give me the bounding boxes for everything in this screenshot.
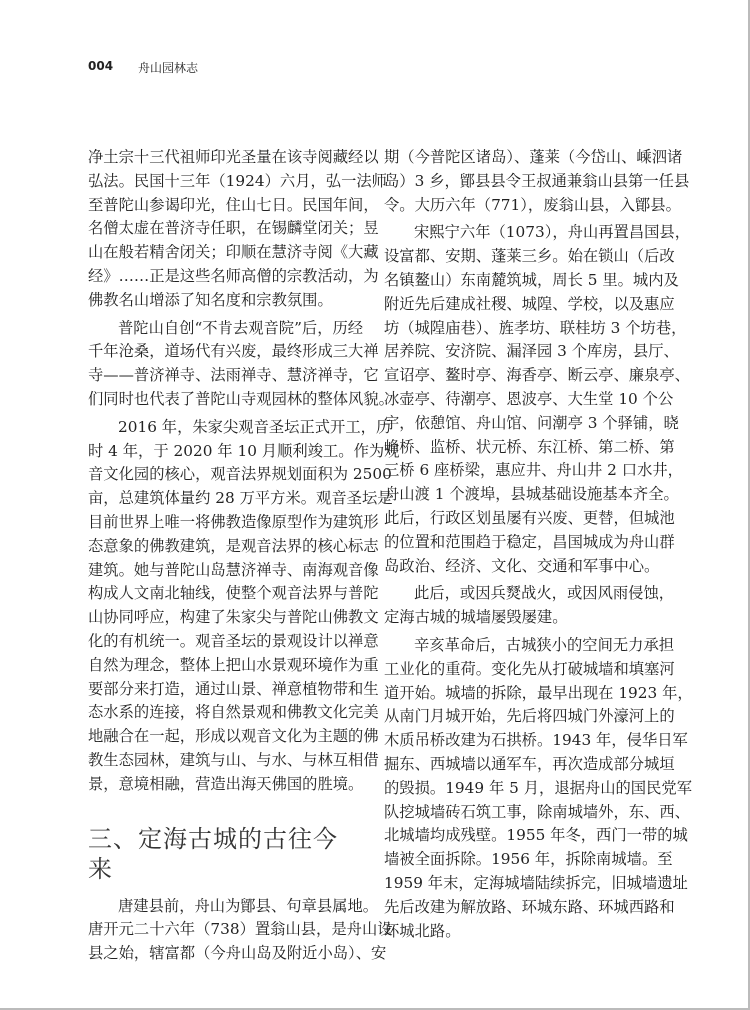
text-line: 寺——普济禅寺、法雨禅寺、慧济禅寺，它 <box>88 366 379 385</box>
text-line: 令。大历六年（771），废翁山县，入鄮县。 <box>384 195 681 214</box>
paragraph <box>88 895 393 966</box>
paragraph <box>384 221 691 578</box>
text-line: 宇，依憩馆、舟山馆、问潮亭 3 个驿铺，晓 <box>384 413 679 432</box>
text-line: 音文化园的核心，观音法界规划面积为 2500 <box>88 465 392 484</box>
text-line: 普陀山自创“不肯去观音院”后，历经 <box>118 318 364 337</box>
text-line: 构成人文南北轴线，使整个观音法界与普陀 <box>88 584 379 603</box>
text-line: 岛政治、经济、文化、交通和军事中心。 <box>384 556 660 575</box>
text-line: 地融合在一起，形成以观音文化为主题的佛 <box>88 727 379 746</box>
text-line: 要部分来打造，通过山景、禅意植物带和生 <box>88 679 379 698</box>
text-line: 从南门月城开始，先后将四城门外濠河上的 <box>384 707 675 726</box>
text-line: 岛）3 乡，鄮县县令王叔通兼翁山县第一任县 <box>384 171 690 190</box>
text-line: 目前世界上唯一将佛教造像原型作为建筑形 <box>88 512 379 531</box>
paragraph <box>88 317 394 412</box>
text-line: 唐建县前，舟山为鄮县、句章县属地。 <box>118 896 379 915</box>
text-line: 宣诏亭、鳌时亭、海香亭、断云亭、廉泉亭、 <box>384 366 690 385</box>
book-title: 舟山园林志 <box>138 61 199 75</box>
text-line: 佛教名山增添了知名度和宗教氛围。 <box>88 290 333 309</box>
text-line: 三桥 6 座桥梁，惠应井、舟山井 2 口水井， <box>384 461 683 480</box>
text-line: 宋熙宁六年（1073），舟山再置昌国县， <box>414 223 691 242</box>
text-line: 舟山渡 1 个渡埠，县城基础设施基本齐全。 <box>384 485 679 504</box>
text-line: 墙被全面拆除。1956 年，拆除南城墙。至 <box>384 850 673 869</box>
section-heading: 三、定海古城的古往今来 <box>88 824 338 883</box>
right-text-column <box>384 146 693 947</box>
text-line: 掘东、西城墙以通军车，再次造成部分城垣 <box>384 754 675 773</box>
text-line: 态水系的连接，将自然景观和佛教文化完美 <box>88 703 379 722</box>
text-line: 化的有机统一。观音圣坛的景观设计以禅意 <box>88 631 379 650</box>
text-line: 坊（城隍庙巷）、旌孝坊、联桂坊 3 个坊巷， <box>384 318 687 337</box>
text-line: 教生态园林，建筑与山、与水、与林互相借 <box>88 750 379 769</box>
page-number: 004 <box>88 59 114 73</box>
text-line: 们同时也代表了普陀山寺观园林的整体风貌。 <box>88 389 394 408</box>
text-line: 居养院、安济院、漏泽园 3 个库房，县厅、 <box>384 342 679 361</box>
text-line: 期（今普陀区诸岛）、蓬莱（今岱山、嵊泗诸 <box>384 148 683 166</box>
paragraph <box>88 416 400 797</box>
running-header <box>88 59 199 75</box>
text-line: 工业化的重荷。变化先从打破城墙和填塞河 <box>384 659 675 678</box>
text-line: 名镇鳌山）东南麓筑城，周长 5 里。城内及 <box>384 270 679 289</box>
paragraph <box>88 146 387 313</box>
text-line: 道开始。城墙的拆除，最早出现在 1923 年， <box>384 683 693 702</box>
text-line: 定海古城的城墙屡毁屡建。 <box>384 608 568 627</box>
paragraph <box>384 582 675 630</box>
text-line: 亩，总建筑体量约 28 万平方米。观音圣坛是 <box>88 489 393 508</box>
text-line: 至普陀山参谒印光，住山七日。民国年间， <box>88 195 379 214</box>
text-line: 经》……正是这些名师高僧的宗教活动，为 <box>88 266 379 285</box>
text-line: 建筑。她与普陀山岛慧济禅寺、南海观音像 <box>88 560 379 579</box>
text-line: 唐开元二十六年（738）置翁山县，是舟山设 <box>88 920 393 939</box>
text-line: 景，意境相融，营造出海天佛国的胜境。 <box>88 774 364 793</box>
text-line: 设富都、安期、蓬莱三乡。始在锁山（后改 <box>384 247 675 266</box>
text-line: 名僧太虚在普济寺任职，在锡麟堂闭关；昱 <box>88 219 379 238</box>
text-line: 峰桥、监桥、状元桥、东江桥、第二桥、第 <box>384 437 675 456</box>
text-line: 山协同呼应，构建了朱家尖与普陀山佛教文 <box>88 608 379 627</box>
text-line: 时 4 年，于 2020 年 10 月顺利竣工。作为观 <box>88 441 400 460</box>
text-line: 北城墙均成残壁。1955 年冬，西门一带的城 <box>384 826 688 845</box>
text-line: 此后，行政区划虽屡有兴废、更替，但城池 <box>384 508 675 527</box>
paragraph <box>384 634 693 943</box>
text-line: 山在般若精舍闭关；印顺在慧济寺阅《大藏 <box>88 243 379 262</box>
text-line: 态意象的佛教建筑，是观音法界的核心标志 <box>88 536 379 555</box>
text-line: 自然为理念，整体上把山水景观环境作为重 <box>88 655 379 674</box>
text-line: 2016 年，朱家尖观音圣坛正式开工，历 <box>118 417 392 436</box>
text-line: 净土宗十三代祖师印光圣量在该寺阅藏经以 <box>88 148 379 166</box>
text-line: 先后改建为解放路、环城东路、环城西路和 <box>384 897 675 916</box>
text-line: 冰壶亭、待潮亭、恩波亭、大生堂 10 个公 <box>384 389 674 408</box>
text-line: 木质吊桥改建为石拱桥。1943 年，侵华日军 <box>384 731 688 750</box>
text-line: 此后，或因兵燹战火，或因风雨侵蚀， <box>414 584 675 603</box>
text-line: 的位置和范围趋于稳定，昌国城成为舟山群 <box>384 532 675 551</box>
text-line: 环城北路。 <box>384 921 461 940</box>
text-line: 县之始，辖富都（今舟山岛及附近小岛）、安 <box>88 944 387 963</box>
text-line: 弘法。民国十三年（1924）六月，弘一法师 <box>88 171 387 190</box>
text-line: 千年沧桑，道场代有兴废，最终形成三大禅 <box>88 342 379 361</box>
text-line: 辛亥革命后，古城狭小的空间无力承担 <box>414 635 675 654</box>
text-line: 的毁损。1949 年 5 月，退据舟山的国民党军 <box>384 778 693 797</box>
text-line: 1959 年末，定海城墙陆续拆完，旧城墙遗址 <box>384 873 688 892</box>
text-line: 队挖城墙砖石筑工事，除南城墙外，东、西、 <box>384 802 690 821</box>
left-text-column <box>88 146 400 970</box>
text-line: 附近先后建成社稷、城隍、学校，以及惠应 <box>384 294 675 313</box>
paragraph <box>384 146 690 217</box>
